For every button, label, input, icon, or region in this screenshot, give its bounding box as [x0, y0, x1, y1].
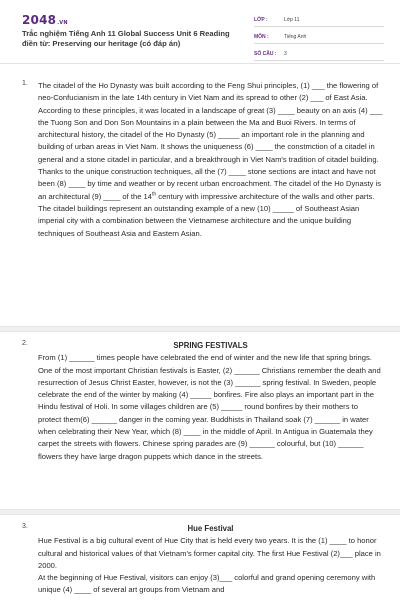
- question-passage: [38, 80, 383, 240]
- passage-title: SPRING FESTIVALS: [173, 341, 248, 350]
- passage-title: Hue Festival: [187, 524, 234, 533]
- question-number: 3.: [22, 523, 28, 530]
- section-divider: [0, 509, 400, 515]
- passage-paragraph: Hue Festival is a big cultural event of Hue City that is held every two years. It is the (1) ____ to honor cultural and historical values of that Vietnam's former capital city. The first Hue Festival (2)___ place in 2000.: [38, 536, 381, 570]
- question-3: [22, 523, 392, 600]
- logo-text: 2048: [22, 13, 57, 27]
- questions-area: [0, 68, 400, 600]
- meta-value: 3: [284, 51, 287, 57]
- section-divider: [0, 326, 400, 332]
- question-1: [22, 80, 392, 332]
- document-header: [0, 0, 400, 64]
- document-title: Trắc nghiệm Tiếng Anh 11 Global Success Unit 6 Reading điền từ: Preserving our heritage (có đáp án): [22, 29, 230, 48]
- meta-key: LỚP :: [254, 17, 268, 23]
- question-passage: [38, 523, 383, 597]
- meta-class-row: [254, 14, 384, 27]
- question-number: 2.: [22, 340, 28, 347]
- passage-text: Thanks to the unique construction techniques, all the (7) ____ stone sections are intact and have not been (8) ____ by time and weather or by recent urban encroachment. The citadel of the Ho Dynasty is an architectural (9) ____ of the 14: [38, 167, 382, 201]
- meta-panel: [254, 14, 384, 65]
- site-logo[interactable]: [22, 13, 68, 27]
- passage-paragraph: [38, 166, 383, 240]
- meta-subject-row: [254, 31, 384, 44]
- question-passage: [38, 340, 383, 463]
- header-divider: [0, 63, 400, 64]
- passage-paragraph: At the beginning of Hue Festival, visitors can enjoy (3)___ colorful and grand opening ceremony with unique (4) ____ of several art groups from Vietnam and: [38, 573, 376, 595]
- passage-paragraph: From (1) ______ times people have celebrated the end of winter and the new life that spring brings. One of the most important Christian festivals is Easter, (2) ______ Christians remember the death and resurrection of Jesus Christ Easter, however, is not the (3) ______ spring festival. In Sweden, people celebrate the end of the winter by making (4) _____ bonfires. Fire also plays an important part in the Hindu festival of Holi. In some villages children are (5) _____ round bonfires by their mothers to protect them(6) ______ danger in the coming year. Buddhists in Thailand soak (7) ______ in water when celebrating their New Year, which (8) ____ in the middle of April. In Antigua in Guatemala they carpet the streets with flowers. Chinese spring parades are (9) ______ colourful, but (10) ______ flowers they have large dragon puppets which dance in the streets.: [38, 353, 381, 461]
- ordinal-suffix: th: [151, 191, 157, 198]
- question-2: [22, 340, 392, 520]
- meta-key: MÔN :: [254, 34, 269, 40]
- passage-paragraph: The citadel of the Ho Dynasty was built according to the Feng Shui principles, (1) ___ the flowering of neo-Confucianism in the late 14th century in Viet Nam and its spread to other (2) ___ of East Asia. According to these principles, it was located in a landscape of great (3) ____ beauty on an axis (4) ___ the Tuong Son and Don Son Mountains in a plain between the Ma and Buoi Rivers. In terms of architectural history, the citadel of the Ho Dynasty (5) _____ an important role in the planning and building of urban areas in Viet Nam. It shows the uniqueness (6) ____ the constmction of a citadel in general and a stone citadel in particular, and a breakthrough in Viet Nam's tradition of citadel building.: [38, 81, 383, 164]
- passage-text: century with impressive architecture of the walls and other parts. The citadel buildings represent an outstanding example of a new (10) _____ of Southeast Asian imperial city with a combination between the Vietnamese architecture and the unique building techniques of Southeast Asia and Eastern Asian.: [38, 191, 375, 238]
- meta-count-row: [254, 48, 384, 61]
- logo-suffix: .VN: [57, 20, 68, 26]
- meta-key: SỐ CÂU :: [254, 51, 277, 57]
- meta-value: Tiếng Anh: [284, 34, 307, 40]
- question-number: 1.: [22, 80, 28, 87]
- meta-value: Lớp 11: [284, 17, 300, 23]
